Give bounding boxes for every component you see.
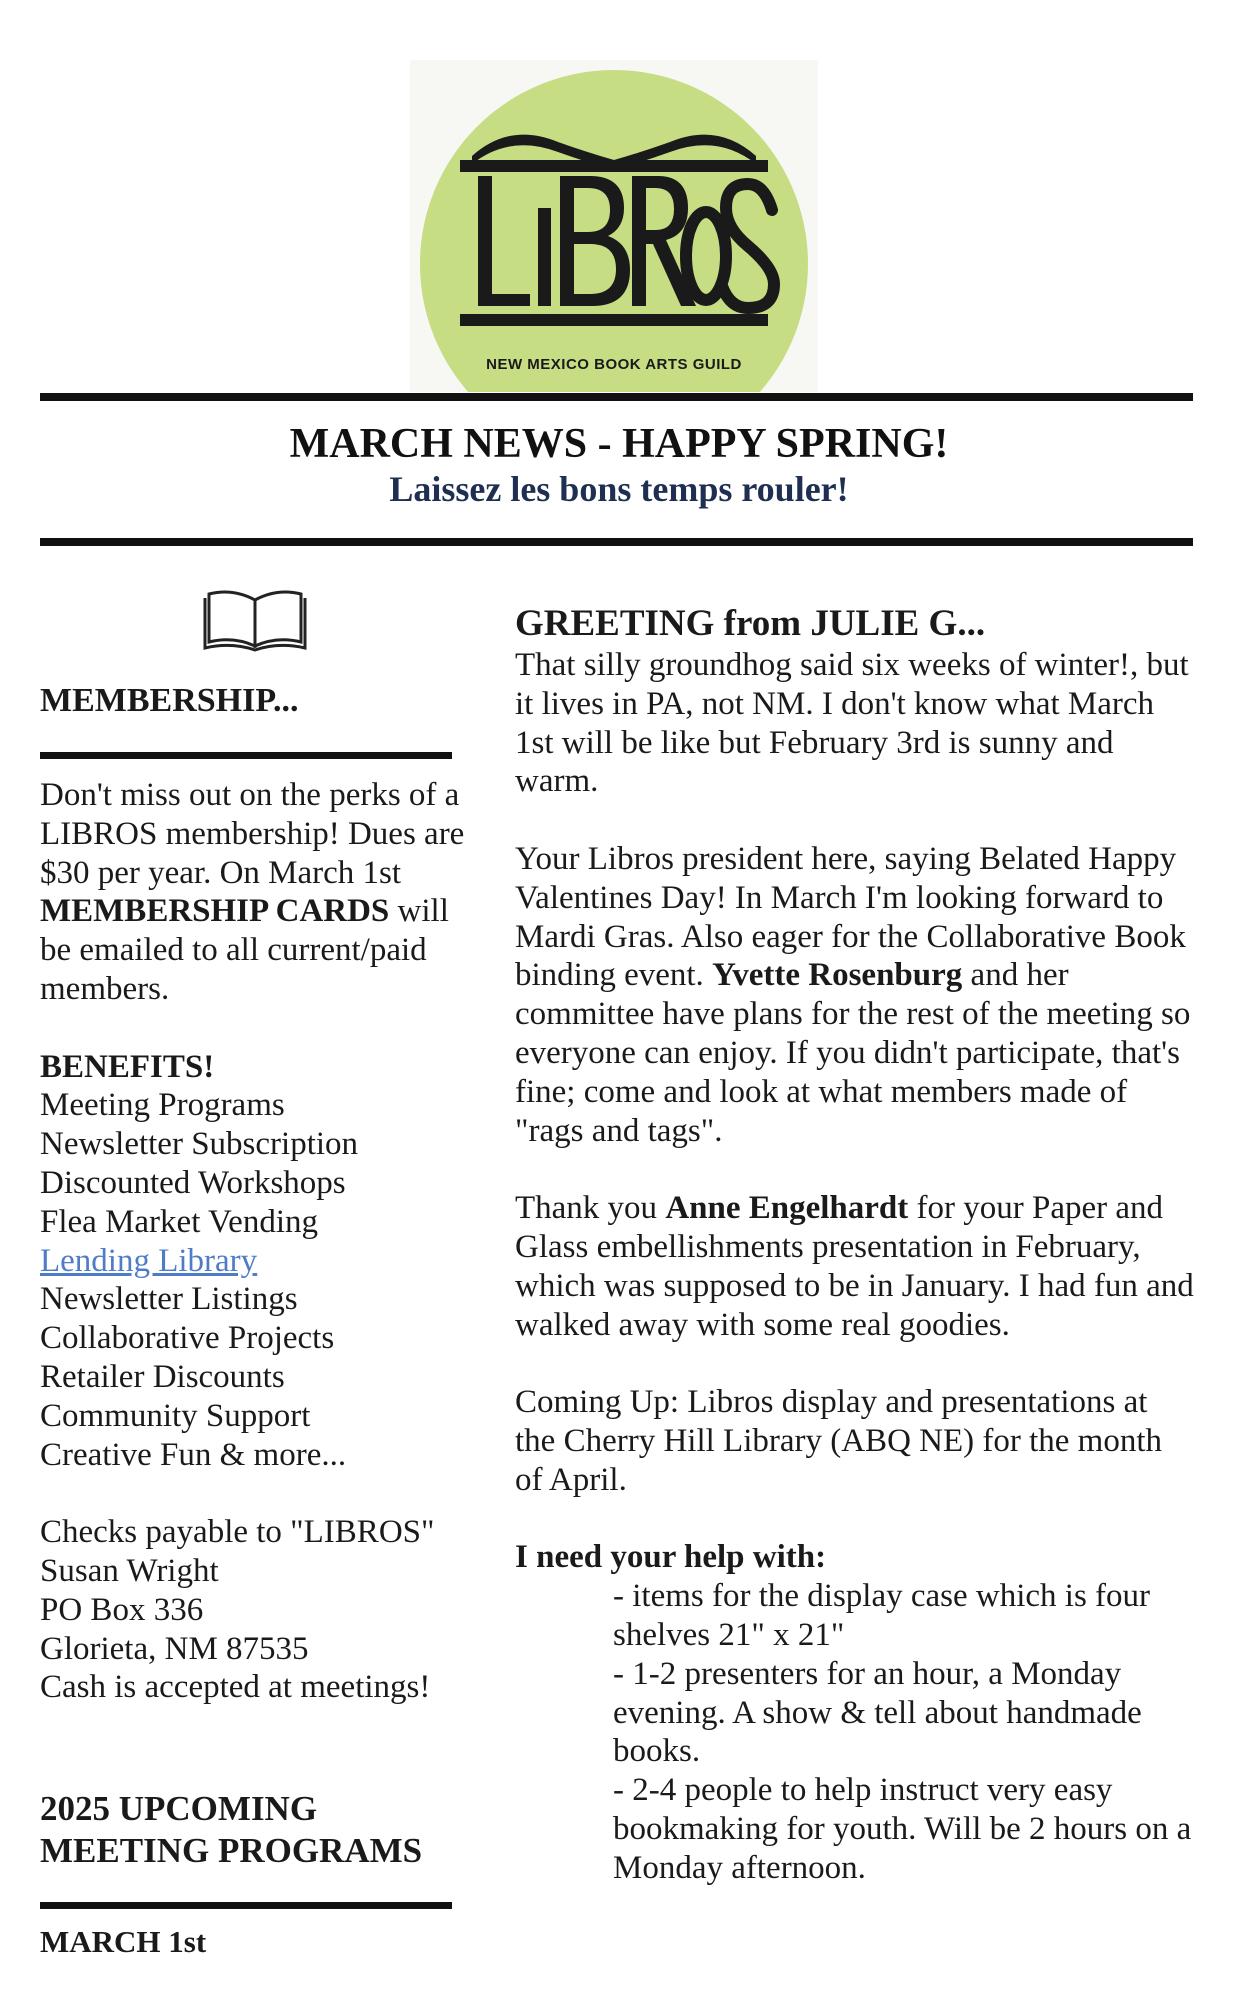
logo-graphic	[410, 60, 818, 392]
greeting-paragraph: Coming Up: Libros display and presentations at the Cherry Hill Library (ABQ NE) for the month of April.	[515, 1384, 1163, 1498]
open-book-icon	[201, 586, 309, 652]
membership-intro: Don't miss out on the perks of a LIBROS membership! Dues are $30 per year. On March 1st MEMBERSHIP CARDS will be emailed to all current/paid members.	[40, 777, 465, 1007]
logo-subtitle: NEW MEXICO BOOK ARTS GUILD	[486, 356, 742, 373]
payment-line: Susan Wright	[40, 1552, 219, 1589]
benefit-item: Newsletter Listings	[40, 1281, 298, 1318]
greeting-paragraph: That silly groundhog said six weeks of winter!, but it lives in PA, not NM. I don't know what March 1st will be like but February 3rd is sunny and warm.	[515, 647, 1189, 800]
help-item: - 2-4 people to help instruct very easy bookmaking for youth. Will be 2 hours on a Monday afternoon.	[613, 1772, 1192, 1886]
membership-title: MEMBERSHIP...	[40, 682, 299, 719]
help-item: - 1-2 presenters for an hour, a Monday evening. A show & tell about handmade books.	[613, 1655, 1142, 1770]
benefit-item: Discounted Workshops	[40, 1164, 346, 1201]
benefit-item: Community Support	[40, 1397, 311, 1434]
greeting-paragraph: Your Libros president here, saying Belated Happy Valentines Day! In March I'm looking forward to Mardi Gras. Also eager for the Collaborative Book binding event. Yvette Rosenburg and her committee have plans for the rest of the meeting so everyone can enjoy. If you didn't participate, that's fine; come and look at what members made of "rags and tags".	[515, 840, 1191, 1149]
help-item: - items for the display case which is four shelves 21" x 21"	[613, 1578, 1151, 1653]
logo-bottom-bar	[460, 314, 768, 326]
benefits-title: BENEFITS!	[40, 1048, 215, 1085]
upcoming-programs-title: 2025 UPCOMING MEETING PROGRAMS	[40, 1789, 423, 1870]
help-title: I need your help with:	[515, 1539, 827, 1576]
membership-section	[40, 776, 480, 1707]
payment-line: PO Box 336	[40, 1591, 204, 1628]
programs-rule	[40, 1902, 452, 1909]
newsletter-title: MARCH NEWS - HAPPY SPRING!	[289, 421, 949, 467]
libros-logo	[410, 60, 818, 392]
benefit-item: Flea Market Vending	[40, 1203, 319, 1240]
benefit-item: Creative Fun & more...	[40, 1436, 347, 1473]
header-bottom-rule	[40, 538, 1193, 546]
benefit-item: Newsletter Subscription	[40, 1126, 359, 1163]
header-top-rule	[40, 393, 1193, 401]
membership-rule	[40, 752, 452, 759]
greeting-paragraph: Thank you Anne Engelhardt for your Paper and Glass embellishments presentation in February, which was supposed to be in January. I had fun and walked away with some real goodies.	[515, 1190, 1194, 1343]
newsletter-subtitle: Laissez les bons temps rouler!	[389, 469, 849, 509]
benefit-item: Retailer Discounts	[40, 1358, 285, 1395]
lending-library-link[interactable]: Lending Library	[40, 1242, 258, 1279]
payment-line: Cash is accepted at meetings!	[40, 1669, 431, 1706]
greeting-title: GREETING from JULIE G...	[515, 603, 986, 644]
payment-line: Checks payable to "LIBROS"	[40, 1514, 435, 1551]
payment-line: Glorieta, NM 87535	[40, 1630, 309, 1667]
march-program-heading: MARCH 1st	[40, 1924, 207, 1959]
benefit-item: Collaborative Projects	[40, 1320, 335, 1357]
logo-top-bar	[460, 160, 768, 172]
greeting-section	[515, 602, 1195, 1888]
benefit-item: Meeting Programs	[40, 1087, 285, 1124]
